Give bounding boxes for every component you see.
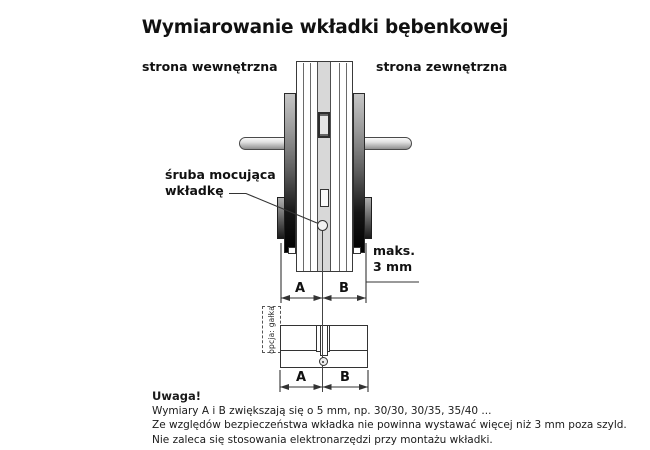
door-layer-line [339, 63, 340, 271]
dimension-a-lower: A [295, 370, 307, 385]
door-layer-line [346, 63, 347, 271]
door-layer-line [303, 63, 304, 271]
escutcheon-left-end-cap [288, 247, 296, 254]
max-protrusion-line1: maks. [373, 243, 415, 258]
page-title: Wymiarowanie wkładki bębenkowej [141, 17, 509, 39]
max-protrusion-line2: 3 mm [373, 258, 413, 274]
note-line: Ze względów bezpieczeństwa wkładka nie powinna wystawać więcej niż 3 mm poza szyld. [152, 419, 627, 432]
dimension-b-upper: B [339, 281, 349, 296]
dimension-a-upper: A [294, 281, 306, 296]
cylinder-end-right [364, 197, 372, 239]
lock-case-channel [317, 62, 331, 271]
handle-spindle-left [239, 137, 286, 150]
notes-heading: Uwaga! [152, 389, 201, 403]
escutcheon-right-end-cap [353, 247, 361, 254]
keyway-slot-lower [320, 189, 329, 207]
cylinder-end-left [277, 197, 285, 239]
cylinder-fixing-screw-hole [319, 357, 328, 366]
dimension-b-lower: B [340, 370, 350, 385]
note-line: Wymiary A i B zwiększają się o 5 mm, np. 30/30, 30/35, 35/40 ... [152, 404, 492, 417]
keyway-slot-upper [318, 112, 330, 138]
knob-option-label: opcja: gałka [267, 305, 276, 354]
handle-spindle-right [363, 137, 412, 150]
fixing-screw [317, 220, 328, 231]
note-line: Nie zaleca się stosowania elektronarzędzi przy montażu wkładki. [152, 433, 493, 446]
escutcheon-left [284, 93, 296, 253]
inner-side-label: strona wewnętrzna [142, 59, 278, 74]
notes [152, 389, 627, 447]
outer-side-label: strona zewnętrzna [376, 59, 508, 74]
door-layer-line [310, 63, 311, 271]
max-protrusion-label [373, 243, 415, 274]
fixing-screw-label [165, 167, 276, 198]
fixing-screw-label-line2: wkładkę [165, 182, 224, 198]
cylinder-cam-notch-inner [320, 325, 328, 356]
fixing-screw-label-line1: śruba mocująca [165, 167, 276, 182]
knob-option-box [262, 306, 281, 353]
